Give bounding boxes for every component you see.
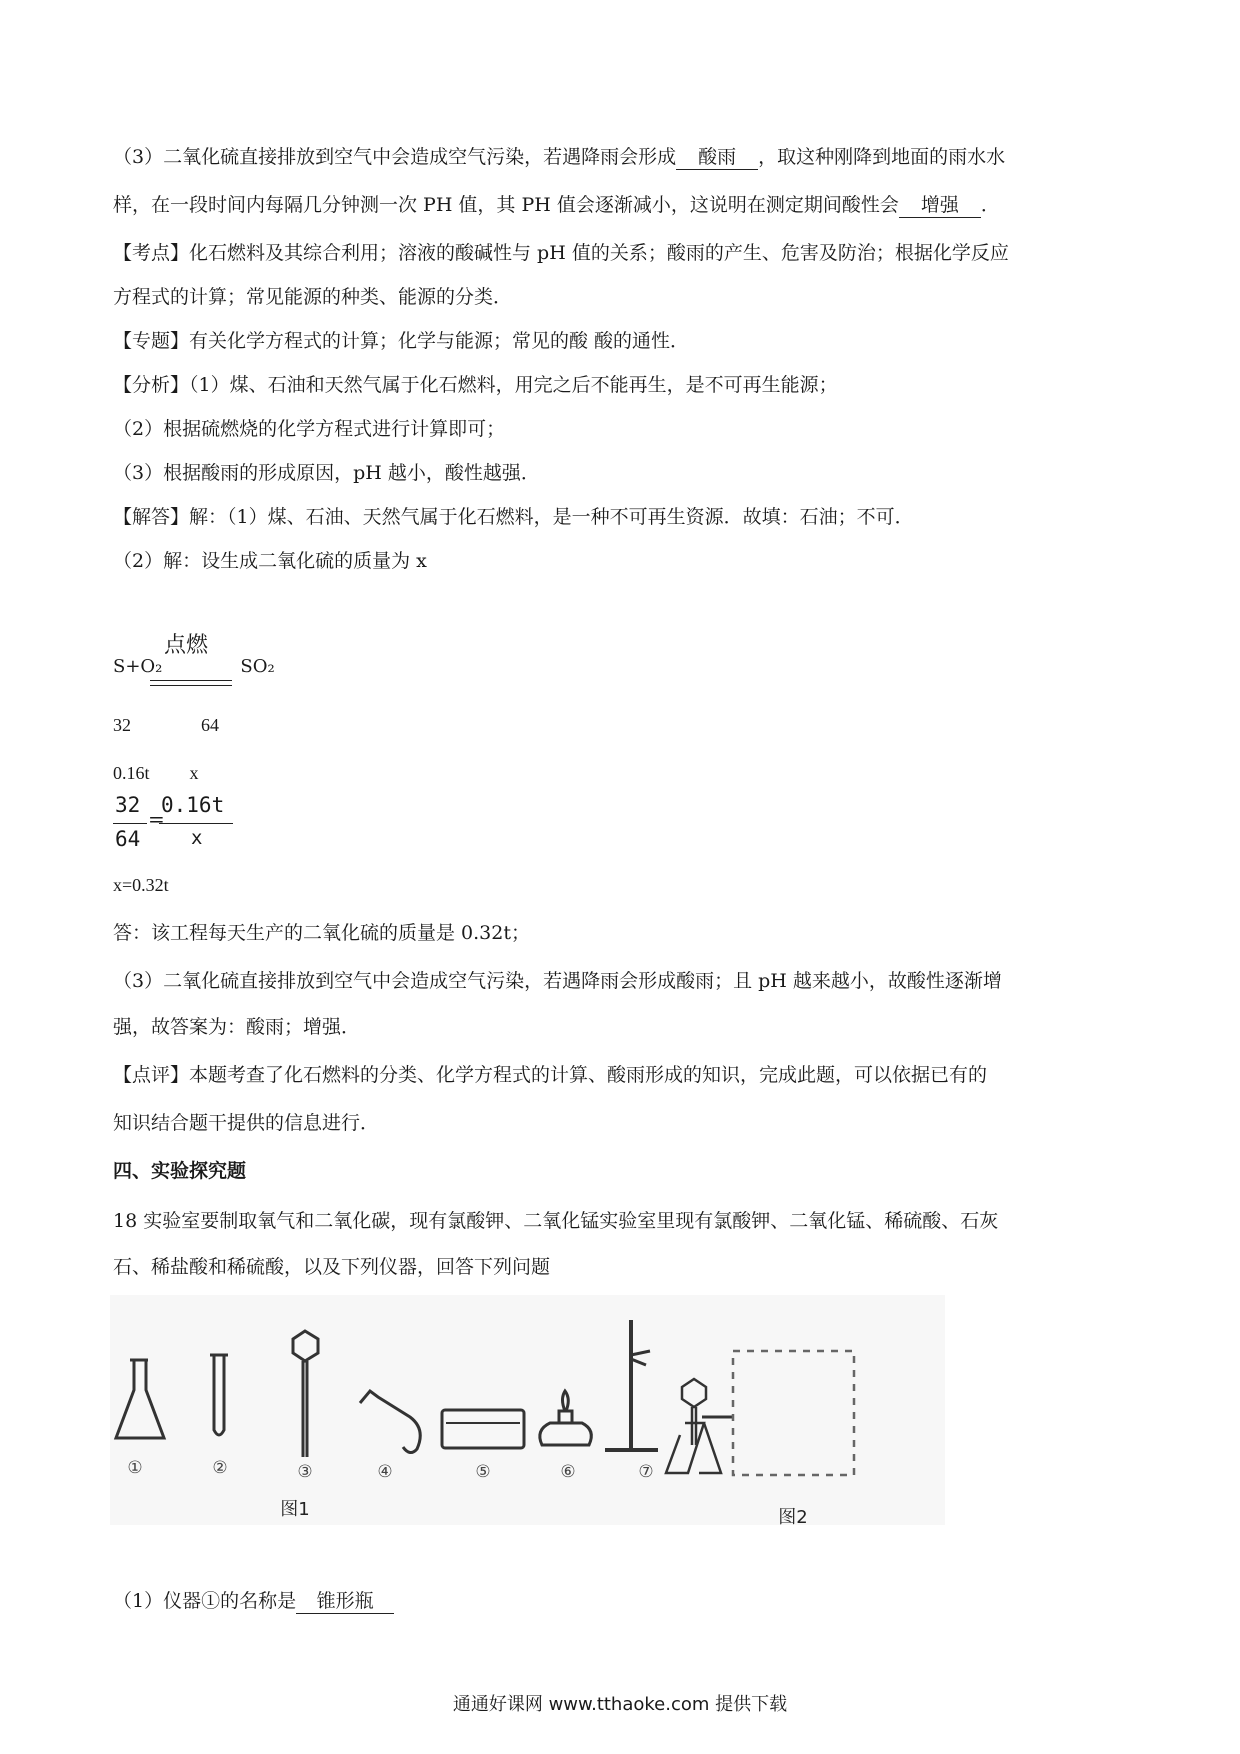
text-line (113, 190, 1000, 220)
molar-mass-s: 32 (113, 715, 131, 735)
quantity-s: 0.16t (113, 763, 150, 783)
jieda-line: 强，故答案为：酸雨；增强． (113, 1016, 361, 1038)
section-tag: 【分析】 (113, 374, 190, 396)
kaodian-line (113, 282, 512, 312)
label-5: ⑤ (475, 1462, 491, 1482)
answer-blank: 锥形瓶 (296, 1589, 394, 1614)
equation-reactants: S+O₂ (113, 656, 163, 677)
dianping-text: 本题考查了化石燃料的分类、化学方程式的计算、酸雨形成的知识，完成此题，可以依据已有的 (189, 1064, 988, 1086)
sentence-text: （3）二氧化硫直接排放到空气中会造成空气污染，若遇降雨会形成 (113, 146, 677, 168)
chemical-equation (113, 656, 275, 677)
sentence-text: ． (980, 194, 1000, 216)
question-line: 18 实验室要制取氧气和二氧化碳，现有氯酸钾、二氧化锰实验室里现有氯酸钾、二氧化锰、稀硫酸、石灰 (113, 1210, 999, 1232)
fenxi-line (113, 370, 838, 400)
jieda-line (113, 502, 914, 532)
molar-mass-so2: 64 (201, 715, 219, 735)
fenxi-text: （3）根据酸雨的形成原因，pH 越小，酸性越强． (113, 462, 540, 484)
sentence-text: ，取这种刚降到地面的雨水水 (758, 146, 1006, 168)
equals-sign: = (148, 807, 165, 831)
quantity-x: x (189, 763, 199, 783)
frac-denominator-2: x (191, 827, 203, 849)
text-line (113, 142, 1005, 172)
dianping-line: 知识结合题干提供的信息进行． (113, 1112, 380, 1134)
result-line: x=0.32t (113, 875, 169, 895)
jieda-line: （3）二氧化硫直接排放到空气中会造成空气污染，若遇降雨会形成酸雨；且 pH 越来越小，故酸性逐渐增 (113, 970, 1002, 992)
label-3: ③ (297, 1462, 313, 1482)
quantity-line (113, 758, 199, 788)
fenxi-text: （2）根据硫燃烧的化学方程式进行计算即可； (113, 418, 506, 440)
fenxi-line (113, 458, 540, 488)
frac-bar-2 (159, 823, 233, 824)
answer-blank: 增强 (899, 193, 981, 218)
equation-bar (150, 685, 232, 686)
section-tag: 【考点】 (113, 242, 190, 264)
sentence-text: （1）仪器①的名称是 (113, 1590, 297, 1612)
section-heading: 四、实验探究题 (113, 1160, 247, 1182)
zhuanti-text: 有关化学方程式的计算；化学与能源；常见的酸 酸的通性． (189, 330, 690, 352)
kaodian-text: 化石燃料及其综合利用；溶液的酸碱性与 pH 值的关系；酸雨的产生、危害及防治；根据化学反应 (189, 242, 1009, 264)
proportion-equation (113, 793, 233, 863)
zhuanti-line (113, 326, 689, 356)
dianping-line (113, 1060, 987, 1090)
figure-1-caption: 图1 (280, 1499, 310, 1520)
fenxi-text: （1）煤、石油和天然气属于化石燃料，用完之后不能再生，是不可再生能源； (189, 374, 838, 396)
page-footer: 通通好课网 www.tthaoke.com 提供下载 (452, 1694, 788, 1715)
label-6: ⑥ (560, 1462, 576, 1482)
question-line: 石、稀盐酸和稀硫酸，以及下列仪器，回答下列问题 (113, 1256, 551, 1278)
figure-2-caption: 图2 (778, 1507, 808, 1525)
frac-denominator-1: 64 (115, 827, 141, 851)
answer-line: 答：该工程每天生产的二氧化硫的质量是 0.32t； (113, 922, 530, 944)
section-tag: 【专题】 (113, 330, 190, 352)
label-1: ① (127, 1458, 143, 1478)
frac-bar-1 (113, 823, 147, 824)
jieda-line (113, 546, 427, 576)
section-tag: 【点评】 (113, 1064, 190, 1086)
kaodian-text: 方程式的计算；常见能源的种类、能源的分类． (113, 286, 513, 308)
frac-numerator-1: 32 (115, 793, 141, 817)
equation-condition: 点燃 (164, 633, 209, 658)
answer-blank: 酸雨 (676, 145, 758, 170)
label-2: ② (212, 1458, 228, 1478)
question-subline (113, 1586, 394, 1616)
equation-bar (150, 680, 232, 681)
apparatus-figure (110, 1295, 945, 1525)
label-7: ⑦ (638, 1462, 654, 1482)
label-4: ④ (377, 1462, 393, 1482)
section-tag: 【解答】 (113, 506, 190, 528)
frac-numerator-2: 0.16t (161, 793, 225, 817)
equation-products: SO₂ (240, 656, 275, 677)
molar-mass-line (113, 710, 219, 740)
jieda-text: （2）解：设生成二氧化硫的质量为 x (113, 550, 427, 572)
kaodian-line (113, 238, 1009, 268)
fenxi-line (113, 414, 505, 444)
sentence-text: 样，在一段时间内每隔几分钟测一次 PH 值，其 PH 值会逐渐减小，这说明在测定期间酸性会 (113, 194, 899, 216)
jieda-text: 解：（1）煤、石油、天然气属于化石燃料，是一种不可再生资源．故填：石油；不可． (189, 506, 914, 528)
